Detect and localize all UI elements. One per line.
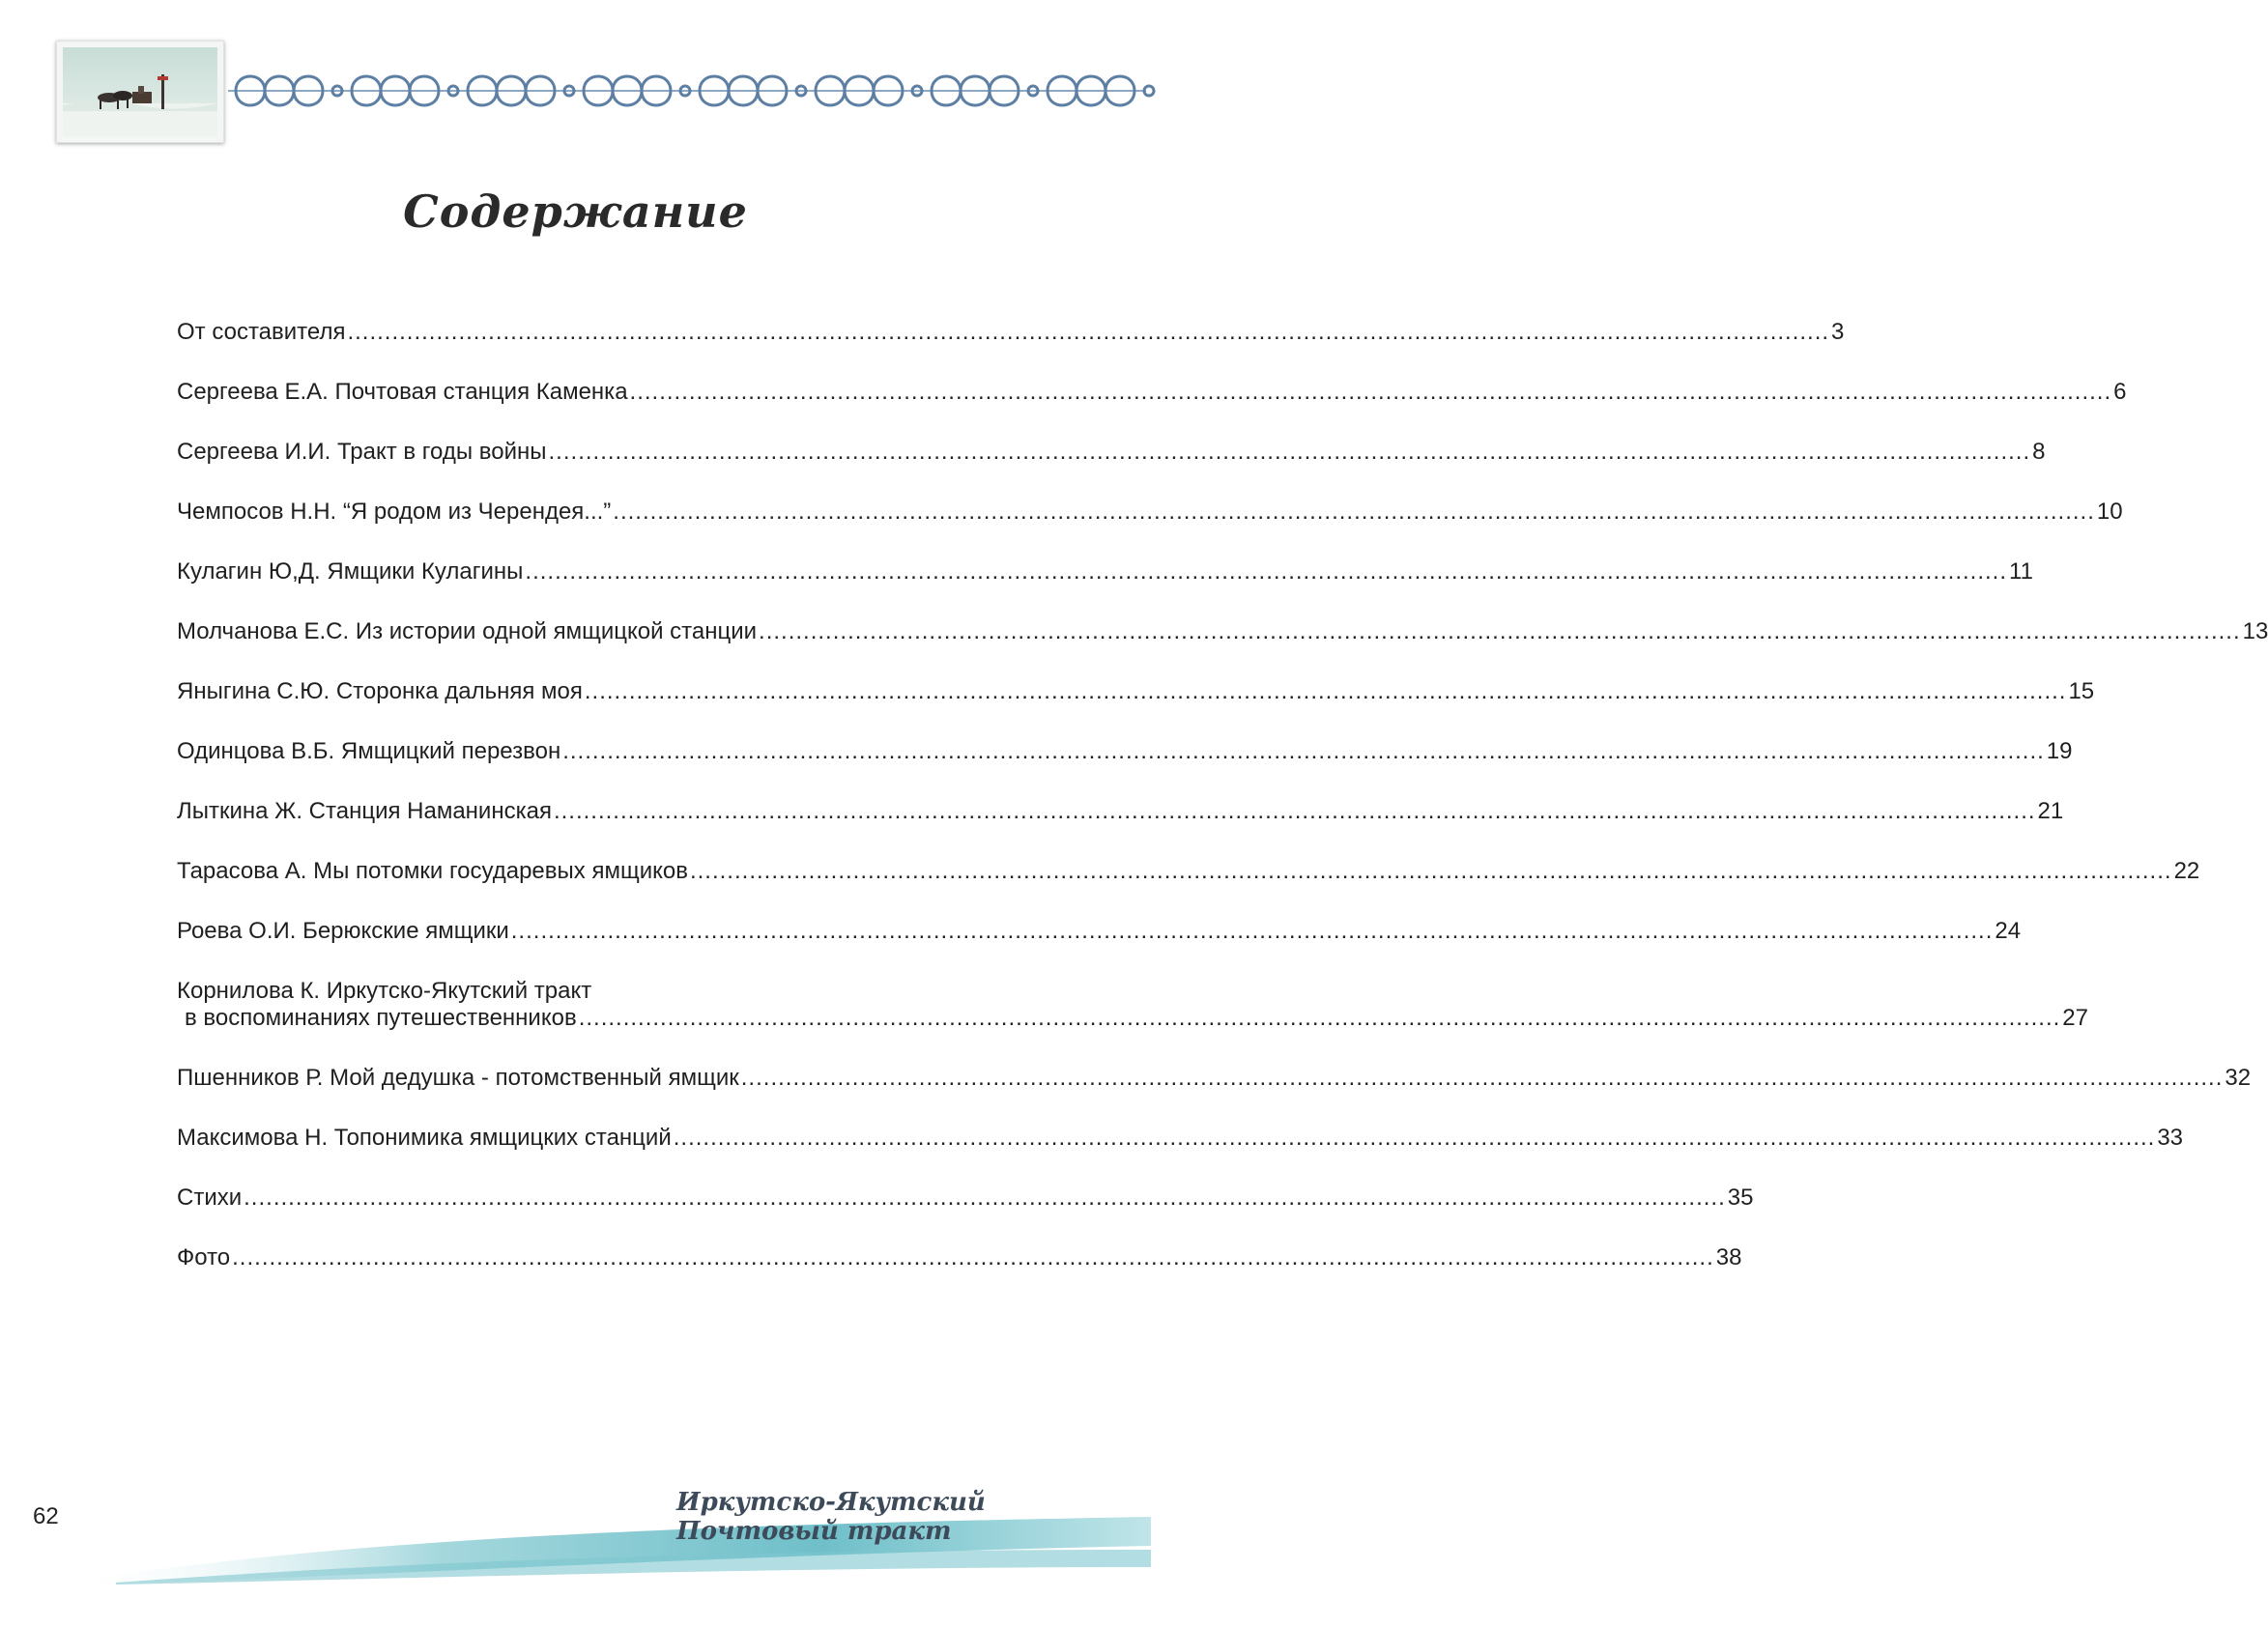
toc-entry-page: 24 (1995, 918, 2022, 944)
toc-entry-label: От составителя (177, 319, 346, 345)
toc-entry-page: 22 (2173, 858, 2200, 884)
toc-entry-label: Пшенников Р. Мой дедушка - потомственный ямщик (177, 1065, 739, 1091)
toc-entry[interactable] (177, 678, 2095, 705)
dot-leader: ........................................................................................................................................................................................................ (578, 1005, 2061, 1031)
toc-entry-label: Роева О.И. Берюкские ямщики (177, 918, 509, 944)
toc-entry[interactable] (177, 918, 2022, 945)
footer-book-title (676, 1488, 986, 1546)
dot-leader: ........................................................................................................................................................................................................ (740, 1065, 2224, 1091)
toc-entry-label: Чемпосов Н.Н. “Я родом из Черендея...” (177, 499, 612, 525)
toc-entry-page: 32 (2225, 1065, 2252, 1091)
toc-entry[interactable] (177, 379, 2127, 406)
toc-entry-label: Молчанова Е.С. Из истории одной ямщицкой станции (177, 618, 758, 644)
dot-leader: ........................................................................................................................................................................................................ (525, 558, 2008, 585)
toc-entry[interactable] (177, 978, 2088, 1032)
toc-entry[interactable] (177, 1244, 1742, 1271)
toc-entry-label: Тарасова А. Мы потомки государевых ямщиков (177, 858, 688, 884)
toc-entry-label: Одинцова В.Б. Ямщицкий перезвон (177, 738, 561, 764)
toc-entry-page: 11 (2009, 558, 2033, 585)
dot-leader: ........................................................................................................................................................................................................ (548, 439, 2031, 465)
toc-entry[interactable] (177, 439, 2046, 466)
dot-leader: ........................................................................................................................................................................................................ (689, 858, 2172, 884)
toc-entry-label: Кулагин Ю,Д. Ямщики Кулагины (177, 558, 524, 585)
page-number: 62 (33, 1503, 59, 1529)
page-title: Содержание (403, 186, 748, 238)
toc-entry-label-continued: в воспоминаниях путешественников (185, 1005, 577, 1031)
dot-leader: ........................................................................................................................................................................................................ (562, 738, 2045, 764)
toc-entry-page: 3 (1831, 319, 1845, 345)
toc-entry[interactable] (177, 738, 2073, 765)
toc-entry[interactable] (177, 618, 2268, 645)
toc-entry-page: 13 (2242, 618, 2268, 644)
dot-leader: ........................................................................................................................................................................................................ (584, 678, 2067, 704)
toc-entry[interactable] (177, 499, 2123, 526)
toc-entry-page: 27 (2062, 1005, 2088, 1031)
toc-entry-page: 38 (1715, 1244, 1742, 1270)
toc-entry[interactable] (177, 1125, 2184, 1152)
toc-entry-label: Фото (177, 1244, 231, 1270)
dot-leader: ........................................................................................................................................................................................................ (553, 798, 2036, 824)
toc-entry-page: 21 (2037, 798, 2064, 824)
toc-entry[interactable] (177, 1185, 1754, 1212)
footer-title-line: Почтовый тракт (676, 1517, 952, 1546)
dot-leader: ........................................................................................................................................................................................................ (759, 618, 2241, 644)
toc-entry-page: 10 (2096, 499, 2123, 525)
toc-entry[interactable] (177, 858, 2200, 885)
dot-leader: ........................................................................................................................................................................................................ (629, 379, 2112, 405)
toc-entry-label: Яныгина С.Ю. Сторонка дальняя моя (177, 678, 583, 704)
toc-entry-label: Максимова Н. Топонимика ямщицких станций (177, 1125, 672, 1151)
dot-leader: ........................................................................................................................................................................................................ (244, 1185, 1726, 1211)
dot-leader: ........................................................................................................................................................................................................ (673, 1125, 2156, 1151)
toc-entry-page: 15 (2068, 678, 2095, 704)
toc-entry-label: Корнилова К. Иркутско-Якутский тракт (177, 978, 592, 1004)
celtic-ornament-border-icon (228, 66, 1146, 116)
toc-entry-label: Лыткина Ж. Станция Наманинская (177, 798, 552, 824)
toc-entry-label: Сергеева И.И. Тракт в годы войны (177, 439, 547, 465)
winter-troika-painting-icon (56, 41, 224, 143)
dot-leader: ........................................................................................................................................................................................................ (232, 1244, 1714, 1270)
table-of-contents (177, 319, 2268, 1304)
toc-entry[interactable] (177, 1065, 2252, 1092)
toc-entry-label: Сергеева Е.А. Почтовая станция Каменка (177, 379, 628, 405)
toc-entry-page: 19 (2046, 738, 2073, 764)
footer-title-line: Иркутско-Якутский (676, 1488, 986, 1517)
toc-entry[interactable] (177, 558, 2033, 585)
toc-entry-page: 8 (2032, 439, 2046, 465)
dot-leader: ........................................................................................................................................................................................................ (613, 499, 2095, 525)
toc-entry-label: Стихи (177, 1185, 243, 1211)
dot-leader: ........................................................................................................................................................................................................ (510, 918, 1994, 944)
toc-entry-page: 35 (1727, 1185, 1754, 1211)
toc-entry-page: 33 (2157, 1125, 2184, 1151)
toc-entry-page: 6 (2113, 379, 2127, 405)
toc-entry[interactable] (177, 798, 2064, 825)
dot-leader: ........................................................................................................................................................................................................ (347, 319, 1830, 345)
toc-entry[interactable] (177, 319, 1845, 346)
